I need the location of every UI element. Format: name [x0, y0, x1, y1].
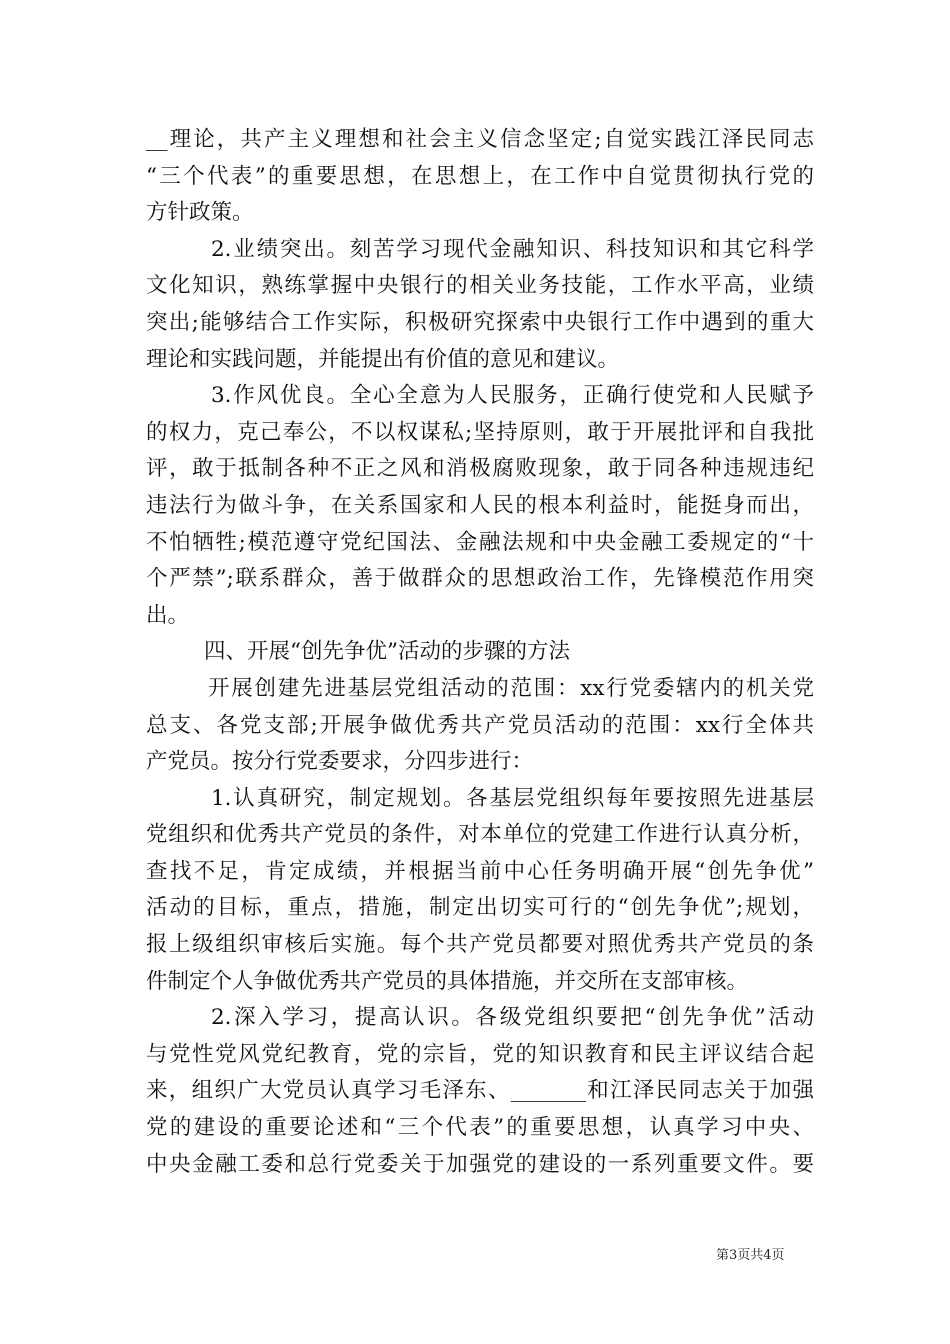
text-line: 中央金融工委和总行党委关于加强党的建设的一系列重要文件。要 — [146, 1151, 814, 1177]
document-body — [146, 122, 814, 1183]
text-line: 党组织和优秀共产党员的条件，对本单位的党建工作进行认真分析， — [146, 822, 814, 848]
text-line: 方针政策。 — [146, 200, 254, 226]
page-number: 第3页共4页 — [716, 1248, 785, 1263]
text-line: 党的建设的重要论述和“三个代表”的重要思想，认真学习中央、 — [146, 1115, 814, 1141]
text-line: 不怕牺牲;模范遵守党纪国法、金融法规和中央金融工委规定的“十 — [146, 529, 814, 555]
text-line: 件制定个人争做优秀共产党员的具体措施，并交所在支部审核。 — [146, 968, 749, 994]
text-line: 1.认真研究，制定规划。各基层党组织每年要按照先进基层 — [211, 785, 814, 811]
text-line: 总支、各党支部;开展争做优秀共产党员活动的范围：xx行全体共 — [146, 712, 814, 738]
text-line: 查找不足，肯定成绩，并根据当前中心任务明确开展“创先争优” — [146, 858, 814, 884]
text-line: 出。 — [146, 602, 190, 628]
text-line: 与党性党风党纪教育，党的宗旨，党的知识教育和民主评议结合起 — [146, 1041, 814, 1067]
text-line: 理论和实践问题，并能提出有价值的意见和建议。 — [146, 346, 620, 372]
text-line: 活动的目标，重点，措施，制定出切实可行的“创先争优”;规划， — [146, 895, 814, 921]
text-line: 文化知识，熟练掌握中央银行的相关业务技能，工作水平高，业绩 — [146, 273, 814, 299]
text-line: 产党员。按分行党委要求，分四步进行： — [146, 749, 534, 775]
text-line: 违法行为做斗争，在关系国家和人民的根本利益时，能挺身而出， — [146, 492, 814, 518]
text-line: 2.深入学习，提高认识。各级党组织要把“创先争优”活动 — [211, 1005, 814, 1031]
text-line: 的权力，克己奉公，不以权谋私;坚持原则，敢于开展批评和自我批 — [146, 419, 814, 445]
text-line: 来，组织广大党员认真学习毛泽东、_______和江泽民同志关于加强 — [146, 1078, 814, 1104]
text-line: 评，敢于抵制各种不正之风和消极腐败现象，敢于同各种违规违纪 — [146, 456, 814, 482]
text-line: 开展创建先进基层党组活动的范围：xx行党委辖内的机关党 — [208, 675, 814, 701]
text-line: 报上级组织审核后实施。每个共产党员都要对照优秀共产党员的条 — [146, 932, 814, 958]
text-line: 个严禁”;联系群众，善于做群众的思想政治工作，先锋模范作用突 — [146, 566, 814, 592]
section-heading: 四、开展“创先争优”活动的步骤的方法 — [204, 639, 570, 665]
text-line: __理论，共产主义理想和社会主义信念坚定;自觉实践江泽民同志 — [146, 127, 814, 152]
text-line: “三个代表”的重要思想，在思想上，在工作中自觉贯彻执行党的 — [146, 163, 814, 189]
text-line: 2.业绩突出。刻苦学习现代金融知识、科技知识和其它科学 — [211, 236, 814, 262]
text-line: 突出;能够结合工作实际，积极研究探索中央银行工作中遇到的重大 — [146, 309, 814, 335]
text-line: 3.作风优良。全心全意为人民服务，正确行使党和人民赋予 — [211, 383, 814, 409]
